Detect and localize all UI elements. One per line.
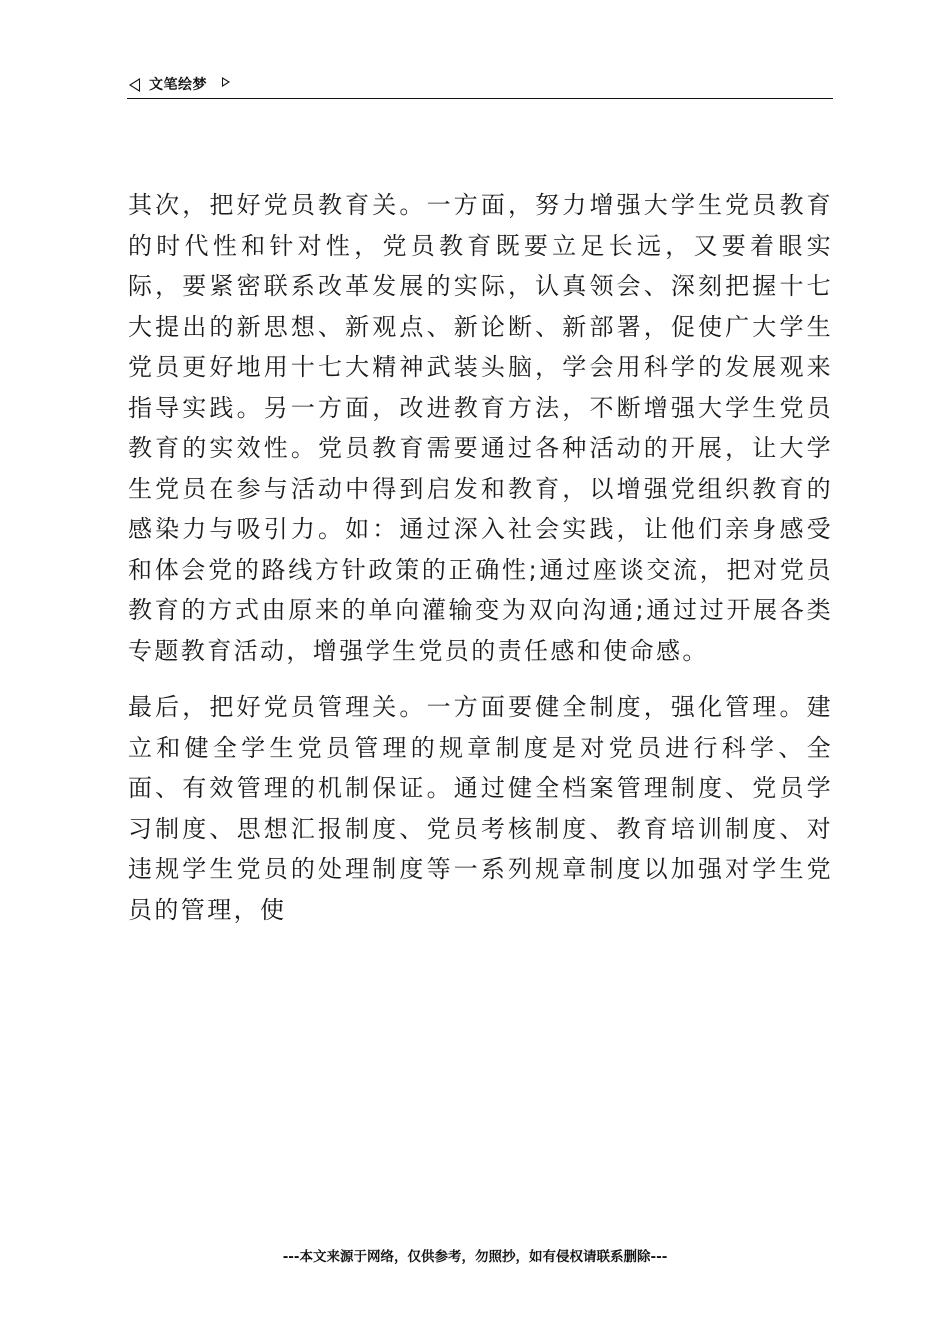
document-body: [128, 185, 833, 930]
paragraph-education: 其次，把好党员教育关。一方面，努力增强大学生党员教育的时代性和针对性，党员教育既要立足长远，又要着眼实际，要紧密联系改革发展的实际，认真领会、深刻把握十七大提出的新思想、新观点、新论断、新部署，促使广大学生党员更好地用十七大精神武装头脑，学会用科学的发展观来指导实践。另一方面，改进教育方法，不断增强大学生党员教育的实效性。党员教育需要通过各种活动的开展，让大学生党员在参与活动中得到启发和教育，以增强党组织教育的感染力与吸引力。如：通过深入社会实践，让他们亲身感受和体会党的路线方针政策的正确性;通过座谈交流，把对党员教育的方式由原来的单向灌输变为双向沟通;通过过开展各类专题教育活动，增强学生党员的责任感和使命感。: [128, 191, 833, 665]
triangle-right-icon: [222, 77, 230, 87]
header-title: 文笔绘梦: [149, 77, 207, 93]
footer-disclaimer: ---本文来源于网络，仅供参考，勿照抄，如有侵权请联系删除---: [282, 1249, 668, 1265]
paragraph-management: 最后，把好党员管理关。一方面要健全制度，强化管理。建立和健全学生党员管理的规章制度是对党员进行科学、全面、有效管理的机制保证。通过健全档案管理制度、党员学习制度、思想汇报制度、党员考核制度、教育培训制度、对违规学生党员的处理制度等一系列规章制度以加强对学生党员的管理，使: [128, 693, 833, 924]
triangle-left-icon: [129, 78, 140, 92]
page-header: [127, 74, 833, 99]
